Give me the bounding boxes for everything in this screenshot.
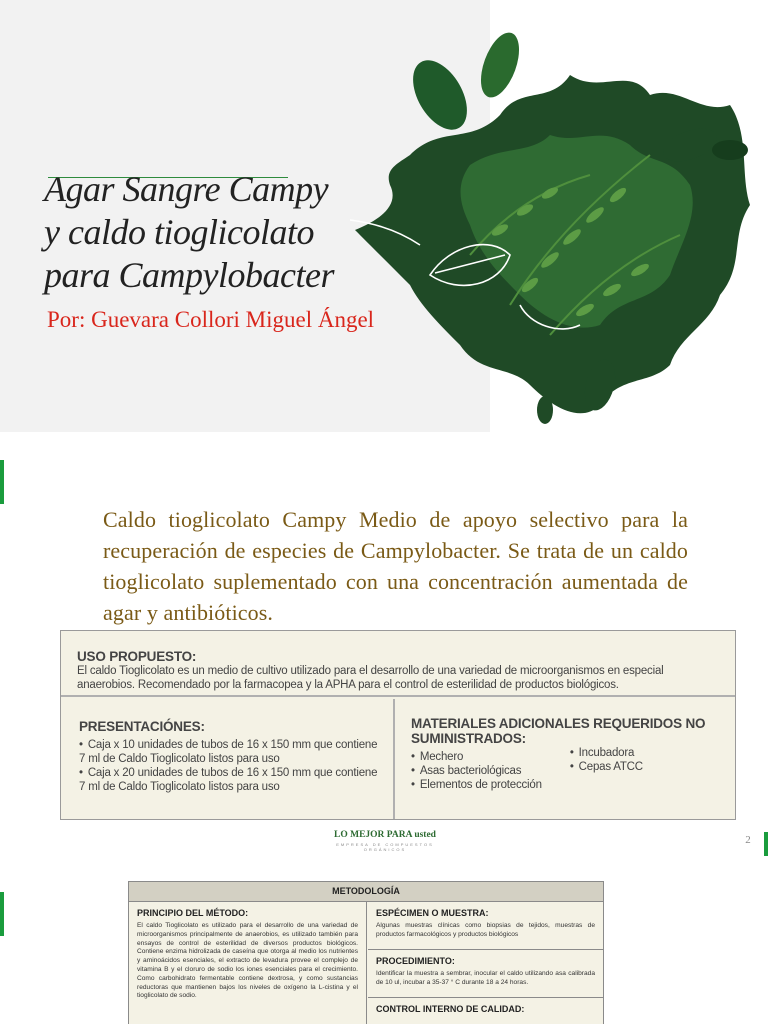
materiales-section — [397, 699, 735, 819]
control-heading: CONTROL INTERNO DE CALIDAD: — [376, 1004, 525, 1014]
materiales-heading-line: SUMINISTRADOS: — [411, 731, 526, 746]
procedimiento-heading: PROCEDIMIENTO: — [376, 956, 455, 966]
especimen-section — [368, 902, 603, 950]
list-item: • Incubadora — [570, 746, 643, 760]
uso-propuesto-section — [61, 631, 735, 697]
page-accent-bar — [764, 832, 768, 856]
principio-section — [129, 902, 367, 1024]
list-item: • Mechero — [411, 750, 542, 764]
title-line: para Campylobacter — [44, 255, 334, 295]
control-section — [368, 998, 603, 1023]
materiales-list-col1 — [411, 750, 542, 792]
materiales-list-col2 — [570, 746, 643, 792]
presentaciones-heading: PRESENTACIÓNES: — [79, 719, 205, 734]
page-number: 2 — [745, 834, 751, 846]
product-info-table — [60, 630, 736, 820]
list-item: • Caja x 20 unidades de tubos de 16 x 150 mm que contiene — [79, 766, 379, 780]
list-item: • Elementos de protección — [411, 778, 542, 792]
procedimiento-text: Identificar la muestra a sembrar, inocular el caldo utilizando asa calibrada de 10 ul, incubar a 35-37 ° C durante 18 a 24 horas. — [376, 970, 595, 986]
list-item: • Asas bacteriológicas — [411, 764, 542, 778]
list-item: 7 ml de Caldo Tioglicolato listos para uso — [79, 753, 280, 765]
especimen-text: Algunas muestras clínicas como biopsias de tejidos, muestras de productos farmacológicos y productos biológicos — [376, 922, 595, 938]
principio-heading: PRINCIPIO DEL MÉTODO: — [137, 908, 249, 918]
list-item: 7 ml de Caldo Tioglicolato listos para uso — [79, 781, 280, 793]
author-byline: Por: Guevara Collori Miguel Ángel — [47, 307, 375, 332]
presentaciones-section — [61, 699, 395, 819]
presentaciones-list — [79, 738, 379, 794]
company-logo — [330, 830, 440, 852]
methodology-right-column — [368, 902, 603, 1024]
methodology-slide — [0, 864, 768, 1024]
fern-foliage-illustration — [350, 5, 760, 430]
materiales-heading — [411, 716, 721, 746]
uso-propuesto-text: El caldo Tioglicolato es un medio de cultivo utilizado para el desarrollo de una variedad de microorganismos en especial anaerobios. Recomendado por la farmacopea y la APHA para el control de esterilidad de productos biológicos. — [77, 665, 664, 691]
intro-paragraph: Caldo tioglicolato Campy Medio de apoyo selectivo para la recuperación de especies de Campylobacter. Se trata de un caldo tioglicolato suplementado con una concentración aumentada de agar y antibióticos. — [103, 507, 688, 625]
slide-accent-bar — [0, 460, 4, 504]
methodology-table — [128, 881, 604, 1024]
list-item: • Caja x 10 unidades de tubos de 16 x 150 mm que contiene — [79, 738, 379, 752]
logo-subtitle: EMPRESA DE COMPUESTOS ORGÁNICOS — [336, 842, 434, 852]
materiales-heading-line: MATERIALES ADICIONALES REQUERIDOS NO — [411, 716, 706, 731]
methodology-header: METODOLOGÍA — [129, 882, 603, 902]
especimen-heading: ESPÉCIMEN O MUESTRA: — [376, 908, 489, 918]
title-slide — [0, 0, 768, 432]
procedimiento-section — [368, 950, 603, 998]
materiales-columns — [411, 746, 721, 792]
uso-propuesto-heading: USO PROPUESTO: — [77, 649, 197, 664]
title-line: Agar Sangre Campy — [44, 169, 329, 209]
list-item: • Cepas ATCC — [570, 760, 643, 774]
title-line: y caldo tioglicolato — [44, 212, 314, 252]
slide-accent-bar — [0, 892, 4, 936]
principio-text: El caldo Tioglicolato es utilizado para el desarrollo de una variedad de microorganismos principalmente de anaerobios, es utilizado también para ensayos de control de esterilidad de diversos productos biológicos. Contiene enzima hidrolizada de caseína que otorga al medio los nutrientes y aminoácidos esenciales, el extracto de levadura provee el complejo de vitamina B y el cloruro de sodio los iones esenciales para el crecimiento. Como carbohidrato fermentable contiene dextrosa, y como sustancias reductoras que mantienen bajos los niveles de oxígeno la L-cistina y el tioglicolato de sodio. — [137, 922, 358, 1000]
content-slide — [0, 432, 768, 864]
logo-text: LO MEJOR PARA usted — [334, 830, 436, 840]
